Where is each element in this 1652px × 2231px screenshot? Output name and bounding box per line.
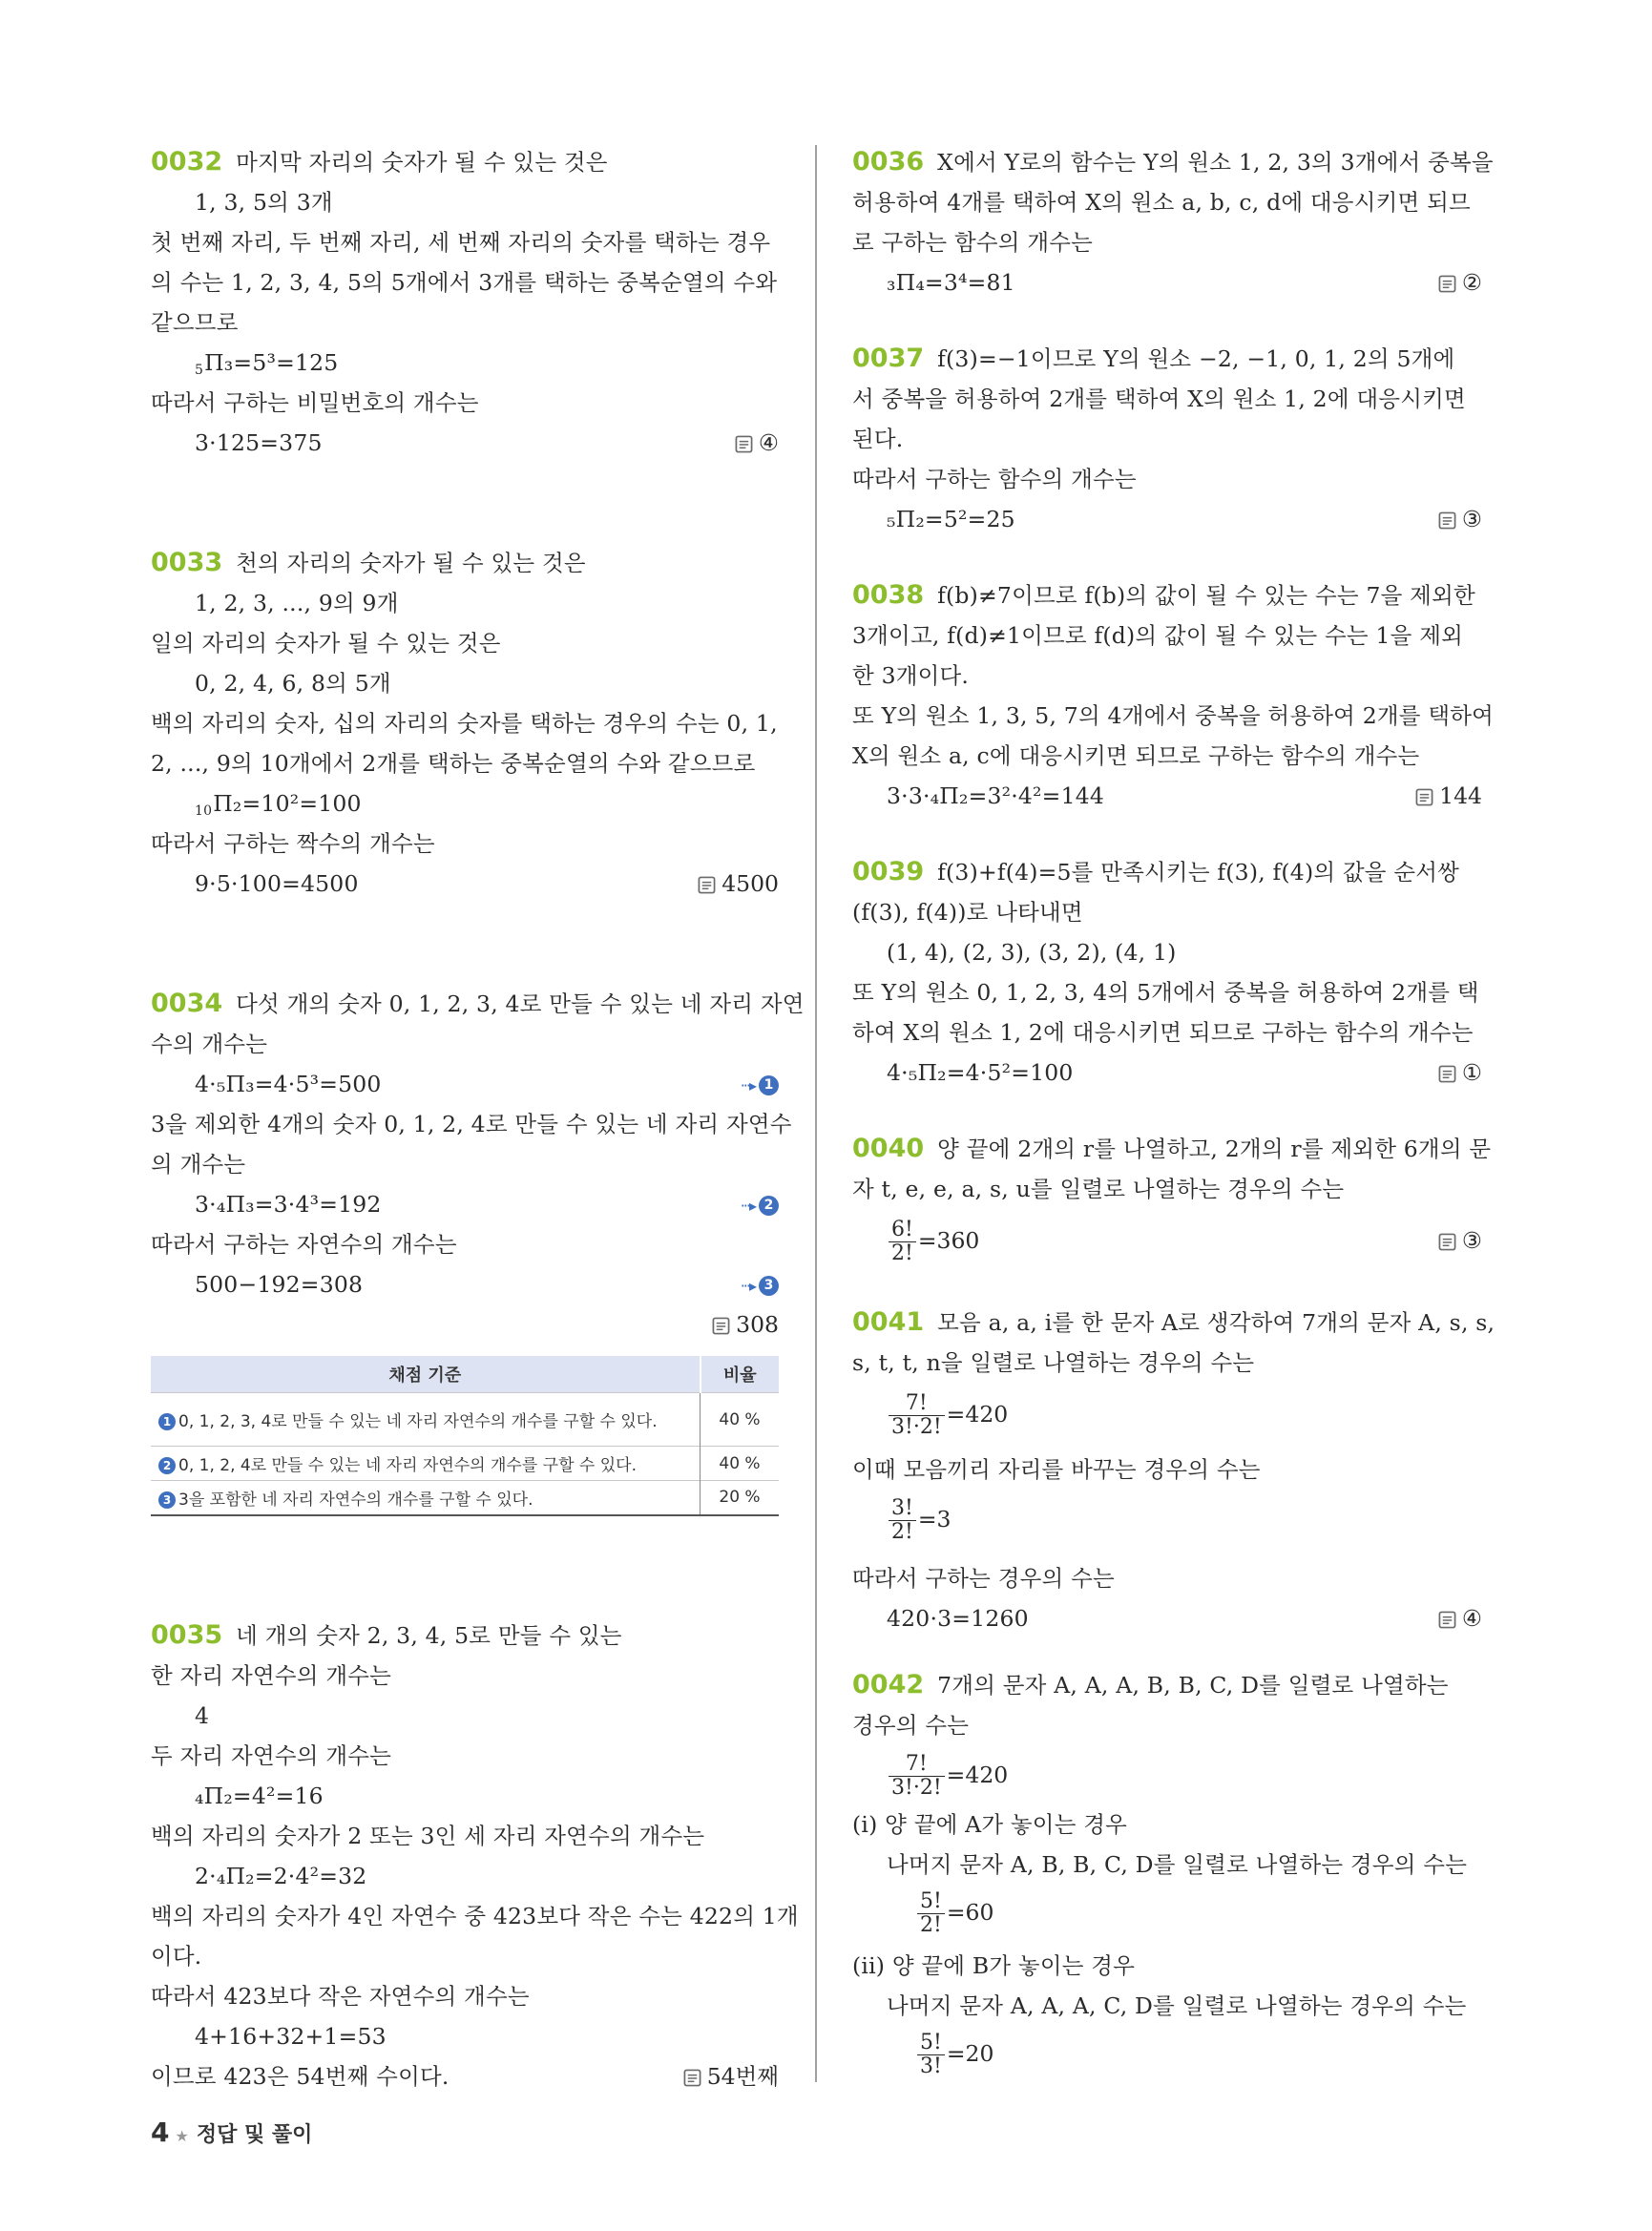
- solution-text: 0, 2, 4, 6, 8의 5개: [195, 670, 391, 697]
- answer-icon: [1438, 1065, 1456, 1083]
- answer-icon: [1438, 511, 1456, 530]
- problem-number: 0036: [852, 147, 925, 177]
- answer-icon: [1438, 1611, 1456, 1629]
- step-marker-3: ···▸ 3: [741, 1265, 779, 1303]
- formula: ₃Π₄=3⁴=81: [887, 269, 1015, 296]
- star-icon: ★: [175, 2127, 189, 2145]
- solution-text: 2, ..., 9의 10개에서 2개를 택하는 중복순열의 수와 같으므로: [151, 750, 756, 777]
- criteria-cell: 1 0, 1, 2, 3, 4로 만들 수 있는 네 자리 자연수의 개수를 구할 수 있다.: [151, 1393, 701, 1447]
- problem-number: 0034: [151, 989, 223, 1018]
- criteria-cell: 2 0, 1, 2, 4로 만들 수 있는 네 자리 자연수의 개수를 구할 수 있다.: [151, 1447, 701, 1481]
- formula: 9·5·100=4500: [195, 870, 359, 897]
- fraction: $\frac{5!}{2!}$: [917, 1890, 945, 1937]
- problem-number: 0041: [852, 1307, 925, 1337]
- solution-text: 다섯 개의 숫자 0, 1, 2, 3, 4로 만들 수 있는 네 자리 자연: [236, 990, 805, 1017]
- answer: 144: [1415, 777, 1482, 815]
- problem-number: 0032: [151, 147, 223, 177]
- solution-text: 또 Y의 원소 1, 3, 5, 7의 4개에서 중복을 허용하여 2개를 택하여: [852, 702, 1495, 729]
- formula: 2·₄Π₂=2·4²=32: [195, 1863, 367, 1889]
- solution-text: 따라서 구하는 짝수의 개수는: [151, 830, 435, 857]
- answer-icon: [712, 1317, 730, 1335]
- formula: ₅Π₂=5²=25: [887, 506, 1015, 532]
- fraction: $\frac{6!}{2!}$: [889, 1219, 916, 1265]
- formula: $\frac{7!}{3!\cdot 2!}$ =420: [887, 1750, 1008, 1800]
- problem-number: 0042: [852, 1670, 925, 1699]
- solution-text: 의 개수는: [151, 1151, 246, 1178]
- solution-text: X에서 Y로의 함수는 Y의 원소 1, 2, 3의 3개에서 중복을: [937, 149, 1494, 176]
- solution-text: 일의 자리의 숫자가 될 수 있는 것은: [151, 630, 501, 657]
- solution-text: 1, 3, 5의 3개: [195, 189, 333, 216]
- solution-text: 로 구하는 함수의 개수는: [852, 229, 1094, 256]
- solution-text: 천의 자리의 숫자가 될 수 있는 것은: [236, 550, 586, 576]
- solution-text: 나머지 문자 A, A, A, C, D를 일렬로 나열하는 경우의 수는: [887, 1992, 1467, 2019]
- criteria-cell: 3 3을 포함한 네 자리 자연수의 개수를 구할 수 있다.: [151, 1481, 701, 1515]
- footer-title: 정답 및 풀이: [196, 2123, 313, 2147]
- solution-text: 경우의 수는: [852, 1712, 970, 1739]
- solution-text: 마지막 자리의 숫자가 될 수 있는 것은: [236, 149, 608, 176]
- answer: ④: [1438, 1599, 1482, 1637]
- criteria-header: 채점 기준: [151, 1356, 701, 1393]
- formula: $\frac{6!}{2!}$ =360: [887, 1216, 979, 1265]
- solution-text: 허용하여 4개를 택하여 X의 원소 a, b, c, d에 대응시키면 되므: [852, 189, 1471, 216]
- formula: $\frac{5!}{2!}$ =60: [915, 1887, 993, 1937]
- ratio-cell: 20 %: [701, 1481, 780, 1515]
- table-row: [151, 1481, 779, 1515]
- step-marker-1: ···▸ 1: [741, 1065, 779, 1103]
- answer-icon: [1415, 788, 1433, 806]
- solution-text: 따라서 구하는 함수의 개수는: [852, 466, 1137, 492]
- solution-text: 이때 모음끼리 자리를 바꾸는 경우의 수는: [852, 1456, 1261, 1483]
- answer: 308: [712, 1305, 779, 1344]
- answer: ④: [735, 424, 779, 462]
- solution-text: 3개이고, f(d)≠1이므로 f(d)의 값이 될 수 있는 수는 1을 제외: [852, 622, 1464, 649]
- solution-text: 7개의 문자 A, A, A, B, B, C, D를 일렬로 나열하는: [937, 1672, 1449, 1699]
- answer: 4500: [698, 865, 779, 903]
- page-footer: [151, 2116, 312, 2148]
- solution-text: 백의 자리의 숫자가 4인 자연수 중 423보다 작은 수는 422의 1개: [151, 1903, 799, 1929]
- step-marker-2: ···▸ 2: [741, 1185, 779, 1223]
- formula: $_{10}$Π₂=10²=100: [195, 790, 362, 819]
- table-row: [151, 1393, 779, 1447]
- problem-number: 0040: [852, 1134, 925, 1163]
- answer-icon: [735, 435, 753, 453]
- formula: $\frac{5!}{3!}$ =20: [915, 2029, 993, 2078]
- solution-text: 서 중복을 허용하여 2개를 택하여 X의 원소 1, 2에 대응시키면: [852, 386, 1466, 412]
- solution-text: (f(3), f(4))로 나타내면: [852, 899, 1083, 926]
- ratio-header: 비율: [701, 1356, 780, 1393]
- formula: (1, 4), (2, 3), (3, 2), (4, 1): [887, 939, 1177, 966]
- solution-text: 따라서 구하는 비밀번호의 개수는: [151, 389, 479, 416]
- solution-text: 나머지 문자 A, B, B, C, D를 일렬로 나열하는 경우의 수는: [887, 1851, 1468, 1878]
- answer-icon: [698, 876, 716, 894]
- solution-text: 이다.: [151, 1943, 202, 1970]
- solution-text: 양 끝에 2개의 r를 나열하고, 2개의 r를 제외한 6개의 문: [937, 1136, 1492, 1162]
- formula: 420·3=1260: [887, 1605, 1029, 1632]
- formula: $\frac{7!}{3!\cdot 2!}$ =420: [887, 1389, 1008, 1439]
- answer-icon: [683, 2069, 701, 2087]
- answer: ③: [1438, 500, 1482, 538]
- solution-text: 같으므로: [151, 309, 239, 336]
- answer: ③: [1438, 1221, 1482, 1260]
- solution-text: 1, 2, 3, ..., 9의 9개: [195, 590, 399, 616]
- solution-text: 수의 개수는: [151, 1031, 268, 1057]
- solution-text: 또 Y의 원소 0, 1, 2, 3, 4의 5개에서 중복을 허용하여 2개를 택: [852, 979, 1479, 1006]
- ratio-cell: 40 %: [701, 1447, 780, 1481]
- solution-text: 따라서 구하는 자연수의 개수는: [151, 1231, 457, 1258]
- formula: 4·₅Π₂=4·5²=100: [887, 1059, 1074, 1086]
- problem-number: 0038: [852, 580, 925, 610]
- solution-text: 첫 번째 자리, 두 번째 자리, 세 번째 자리의 숫자를 택하는 경우: [151, 229, 771, 256]
- ratio-cell: 40 %: [701, 1393, 780, 1447]
- solution-text: 자 t, e, e, a, s, u를 일렬로 나열하는 경우의 수는: [852, 1176, 1345, 1202]
- formula: 3·3·₄Π₂=3²·4²=144: [887, 782, 1105, 809]
- formula: 3·₄Π₃=3·4³=192: [195, 1191, 382, 1218]
- answer-icon: [1438, 275, 1456, 293]
- fraction: $\frac{5!}{3!}$: [917, 2032, 945, 2078]
- answer: ①: [1438, 1053, 1482, 1092]
- solution-text: 하여 X의 원소 1, 2에 대응시키면 되므로 구하는 함수의 개수는: [852, 1019, 1474, 1046]
- solution-text: X의 원소 a, c에 대응시키면 되므로 구하는 함수의 개수는: [852, 742, 1420, 769]
- solution-text: 따라서 구하는 경우의 수는: [852, 1565, 1115, 1592]
- solution-text: f(3)=−1이므로 Y의 원소 −2, −1, 0, 1, 2의 5개에: [937, 345, 1455, 372]
- answer: ②: [1438, 263, 1482, 302]
- problem-number: 0037: [852, 344, 925, 373]
- solution-text: 한 자리 자연수의 개수는: [151, 1662, 392, 1689]
- column-divider: [815, 145, 817, 2082]
- solution-text: 된다.: [852, 426, 904, 452]
- grading-table-header: [151, 1356, 779, 1393]
- solution-text: 백의 자리의 숫자, 십의 자리의 숫자를 택하는 경우의 수는 0, 1,: [151, 710, 778, 737]
- case-heading: (ii) 양 끝에 B가 놓이는 경우: [852, 1952, 1136, 1979]
- formula: ₄Π₂=4²=16: [195, 1783, 324, 1809]
- solution-text: 백의 자리의 숫자가 2 또는 3인 세 자리 자연수의 개수는: [151, 1823, 705, 1849]
- solution-text: 두 자리 자연수의 개수는: [151, 1742, 392, 1769]
- problem-number: 0039: [852, 857, 925, 886]
- formula: 4·₅Π₃=4·5³=500: [195, 1071, 382, 1097]
- solution-text: 네 개의 숫자 2, 3, 4, 5로 만들 수 있는: [236, 1622, 622, 1649]
- solution-text: 의 수는 1, 2, 3, 4, 5의 5개에서 3개를 택하는 중복순열의 수와: [151, 269, 778, 296]
- page-number: 4: [151, 2116, 170, 2148]
- answer: 54번째: [683, 2057, 779, 2095]
- formula: 3·125=375: [195, 429, 323, 456]
- solution-text: f(3)+f(4)=5를 만족시키는 f(3), f(4)의 값을 순서쌍: [937, 859, 1460, 886]
- problem-number: 0035: [151, 1620, 223, 1650]
- formula: 4+16+32+1=53: [195, 2023, 387, 2050]
- table-row: [151, 1447, 779, 1481]
- solution-text: 모음 a, a, i를 한 문자 A로 생각하여 7개의 문자 A, s, s,: [937, 1309, 1495, 1336]
- fraction: $\frac{3!}{2!}$: [889, 1497, 916, 1544]
- case-heading: (i) 양 끝에 A가 놓이는 경우: [852, 1811, 1128, 1838]
- solution-text: 3을 제외한 4개의 숫자 0, 1, 2, 4로 만들 수 있는 네 자리 자연수: [151, 1111, 792, 1137]
- fraction: $\frac{7!}{3!\cdot 2!}$: [889, 1392, 945, 1439]
- problem-number: 0033: [151, 548, 223, 577]
- grading-table: [151, 1356, 779, 1516]
- formula: $\frac{3!}{2!}$ =3: [887, 1494, 951, 1544]
- solution-text: 따라서 423보다 작은 자연수의 개수는: [151, 1983, 530, 2010]
- fraction: $\frac{7!}{3!\cdot 2!}$: [889, 1753, 945, 1800]
- answer-icon: [1438, 1233, 1456, 1251]
- formula: 4: [195, 1702, 210, 1729]
- formula: $_5$Π₃=5³=125: [195, 349, 339, 378]
- solution-text: 이므로 423은 54번째 수이다.: [151, 2063, 450, 2090]
- formula: 500−192=308: [195, 1271, 364, 1298]
- solution-text: 한 3개이다.: [852, 662, 970, 689]
- solution-text: s, t, t, n을 일렬로 나열하는 경우의 수는: [852, 1349, 1255, 1376]
- solution-text: f(b)≠7이므로 f(b)의 값이 될 수 있는 수는 7을 제외한: [937, 582, 1475, 609]
